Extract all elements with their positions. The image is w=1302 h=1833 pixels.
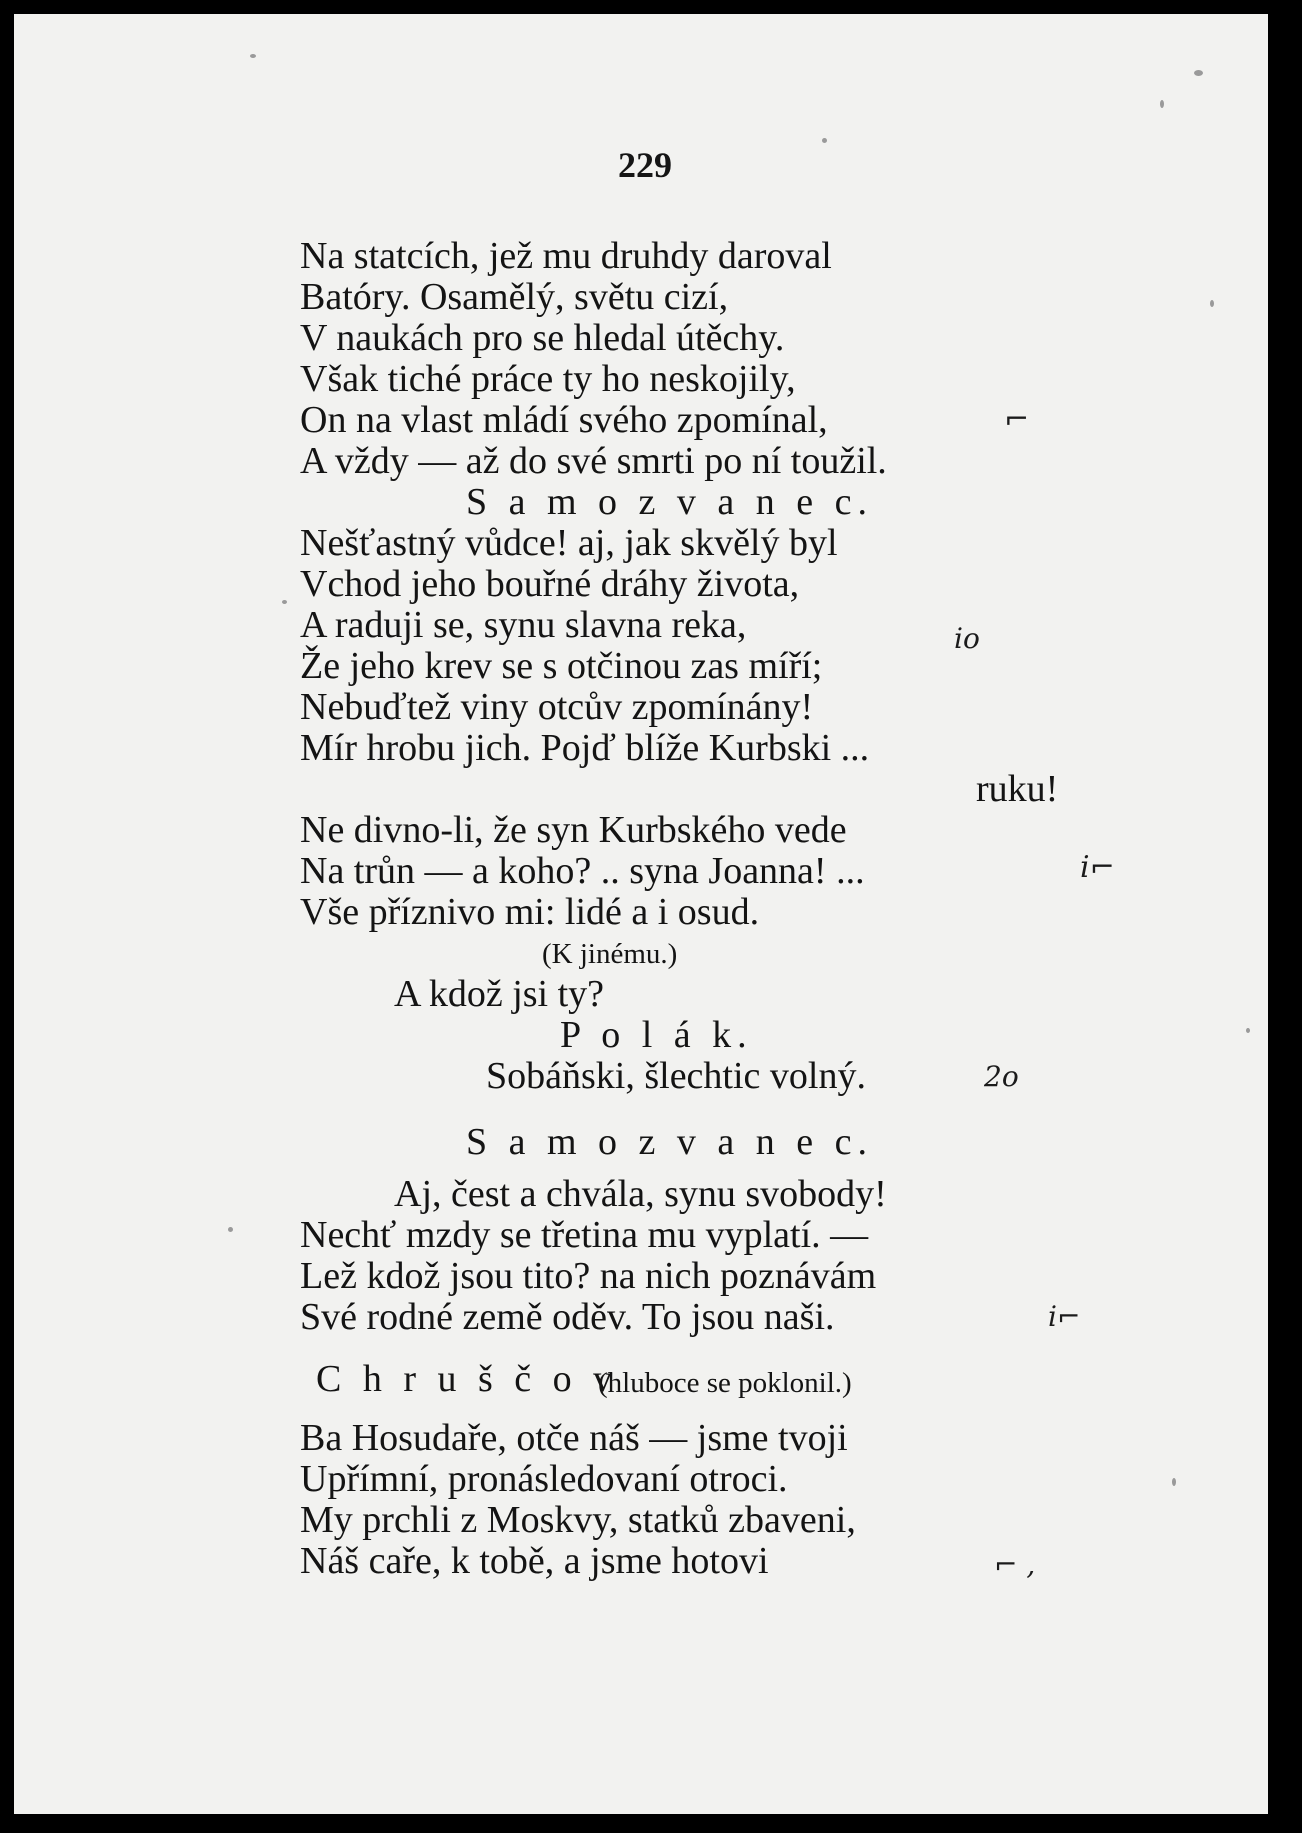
verse-line: My prchli z Moskvy, statků zbaveni, [300, 1499, 856, 1541]
verse-line: Ne divno-li, že syn Kurbského vede [300, 809, 847, 851]
verse-line: Ba Hosudaře, otče náš — jsme tvoji [300, 1417, 848, 1459]
verse-line: Však tiché práce ty ho neskojily, [300, 358, 796, 400]
verse-line: Vchod jeho bouřné dráhy života, [300, 563, 800, 605]
paper-speck [228, 1227, 233, 1232]
paper-speck [1210, 300, 1214, 307]
verse-line: Své rodné země oděv. To jsou naši. [300, 1296, 835, 1338]
margin-mark: ⅰ⌐ [1048, 1300, 1081, 1333]
margin-mark: ⌐ [1004, 402, 1030, 437]
verse-line: Nebuďtež viny otcův zpomínány! [300, 686, 814, 728]
verse-line: Upřímní, pronásledovaní otroci. [300, 1458, 788, 1500]
paper-speck [1172, 1478, 1176, 1486]
paper-speck [1194, 70, 1203, 76]
stage-direction: (K jinému.) [542, 938, 678, 970]
verse-line: Vše příznivo mi: lidé a i osud. [300, 891, 760, 933]
verse-line: Náš caře, k tobě, a jsme hotovi [300, 1540, 769, 1582]
verse-line: Nechť mzdy se třetina mu vyplatí. — [300, 1214, 869, 1256]
verse-line: A kdož jsi ty? [394, 973, 605, 1015]
paper-speck [250, 54, 256, 58]
paper-speck [822, 138, 827, 143]
verse-line: On na vlast mládí svého zpomínal, [300, 399, 828, 441]
verse-line: Aj, čest a chvála, synu svobody! [394, 1173, 887, 1215]
verse-line: Že jeho krev se s otčinou zas míří; [300, 645, 823, 687]
margin-mark: ⅰ⌐ [1080, 850, 1115, 885]
verse-line: A vždy — až do své smrti po ní toužil. [300, 440, 887, 482]
speaker-samozvanec: S a m o z v a n e c. [466, 1121, 874, 1163]
verse-line: Sobáňski, šlechtic volný. [486, 1055, 866, 1097]
page-number: 229 [618, 145, 672, 185]
paper-speck [282, 600, 287, 604]
verse-line: A raduji se, synu slavna reka, [300, 604, 747, 646]
margin-mark: 2o [984, 1060, 1019, 1093]
speaker-samozvanec: S a m o z v a n e c. [466, 481, 874, 523]
verse-line: Lež kdož jsou tito? na nich poznávám [300, 1255, 877, 1297]
book-page [14, 14, 1268, 1814]
margin-mark: ⅰo [954, 622, 980, 655]
verse-line-continuation: ruku! [976, 768, 1059, 810]
verse-line: V naukách pro se hledal útěchy. [300, 317, 785, 359]
verse-line: Nešťastný vůdce! aj, jak skvělý byl [300, 522, 838, 564]
stage-direction: (hluboce se poklonil.) [598, 1367, 852, 1399]
paper-speck [1246, 1028, 1250, 1033]
paper-speck [1160, 100, 1164, 108]
speaker-chruscov: C h r u š č o v [316, 1358, 619, 1400]
verse-line: Na statcích, jež mu druhdy daroval [300, 235, 832, 277]
verse-line: Mír hrobu jich. Pojď blíže Kurbski ... [300, 727, 870, 769]
verse-line: Na trůn — a koho? .. syna Joanna! ... [300, 850, 865, 892]
speaker-polak: P o l á k. [560, 1014, 753, 1056]
margin-mark: ⌐ , [994, 1548, 1036, 1581]
verse-line: Batóry. Osamělý, světu cizí, [300, 276, 729, 318]
